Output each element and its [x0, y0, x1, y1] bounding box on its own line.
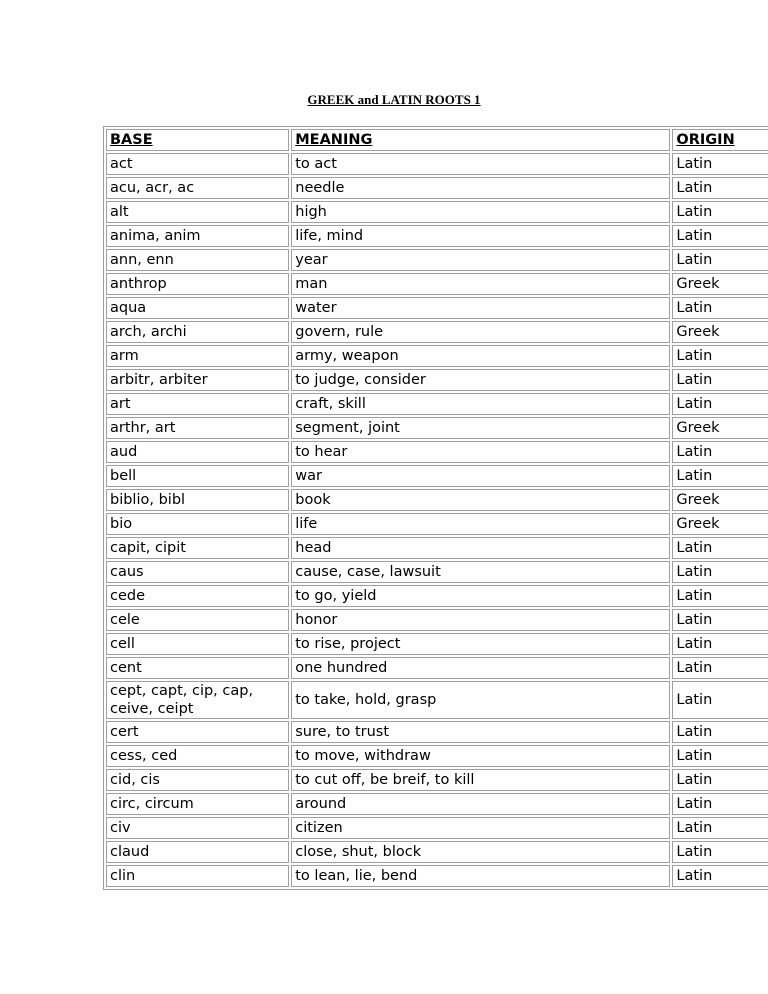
cell-base: cell [106, 633, 289, 655]
cell-base: bell [106, 465, 289, 487]
cell-meaning: to take, hold, grasp [291, 681, 670, 719]
cell-origin: Greek [672, 273, 768, 295]
cell-base: civ [106, 817, 289, 839]
table-row [106, 417, 768, 439]
table-row [106, 249, 768, 271]
cell-origin: Latin [672, 681, 768, 719]
cell-origin: Latin [672, 657, 768, 679]
cell-base: claud [106, 841, 289, 863]
cell-origin: Latin [672, 793, 768, 815]
cell-base: cert [106, 721, 289, 743]
table-row [106, 225, 768, 247]
roots-table [103, 126, 768, 890]
cell-origin: Latin [672, 249, 768, 271]
cell-origin: Latin [672, 817, 768, 839]
table-row [106, 273, 768, 295]
cell-origin: Latin [672, 201, 768, 223]
table-row [106, 369, 768, 391]
page-title: GREEK and LATIN ROOTS 1 [307, 92, 481, 107]
cell-base: arm [106, 345, 289, 367]
table-row [106, 721, 768, 743]
cell-origin: Latin [672, 841, 768, 863]
table-row [106, 537, 768, 559]
cell-base: aqua [106, 297, 289, 319]
cell-origin: Latin [672, 537, 768, 559]
table-row [106, 489, 768, 511]
cell-base: cid, cis [106, 769, 289, 791]
table-row [106, 153, 768, 175]
table-row [106, 681, 768, 719]
table-header-row [106, 129, 768, 151]
cell-meaning: head [291, 537, 670, 559]
cell-base: clin [106, 865, 289, 887]
cell-base: acu, acr, ac [106, 177, 289, 199]
header-origin: ORIGIN [672, 129, 768, 151]
cell-base: art [106, 393, 289, 415]
cell-meaning: needle [291, 177, 670, 199]
cell-origin: Latin [672, 745, 768, 767]
cell-base: biblio, bibl [106, 489, 289, 511]
table-row [106, 745, 768, 767]
table-row [106, 345, 768, 367]
cell-origin: Latin [672, 769, 768, 791]
cell-base: bio [106, 513, 289, 535]
table-row [106, 297, 768, 319]
table-row [106, 769, 768, 791]
cell-origin: Greek [672, 489, 768, 511]
cell-meaning: to act [291, 153, 670, 175]
cell-origin: Latin [672, 369, 768, 391]
table-row [106, 513, 768, 535]
table-row [106, 561, 768, 583]
cell-base: cele [106, 609, 289, 631]
cell-origin: Greek [672, 513, 768, 535]
cell-origin: Latin [672, 297, 768, 319]
cell-origin: Latin [672, 345, 768, 367]
table-row [106, 465, 768, 487]
cell-origin: Latin [672, 441, 768, 463]
table-row [106, 633, 768, 655]
cell-origin: Greek [672, 417, 768, 439]
table-row [106, 177, 768, 199]
cell-meaning: to go, yield [291, 585, 670, 607]
cell-base: caus [106, 561, 289, 583]
table-row [106, 609, 768, 631]
cell-meaning: to cut off, be breif, to kill [291, 769, 670, 791]
cell-meaning: sure, to trust [291, 721, 670, 743]
cell-meaning: govern, rule [291, 321, 670, 343]
cell-base: arch, archi [106, 321, 289, 343]
cell-origin: Latin [672, 609, 768, 631]
cell-base: arbitr, arbiter [106, 369, 289, 391]
table-row [106, 441, 768, 463]
cell-origin: Latin [672, 633, 768, 655]
cell-base: ann, enn [106, 249, 289, 271]
cell-base: anima, anim [106, 225, 289, 247]
cell-base: anthrop [106, 273, 289, 295]
cell-meaning: water [291, 297, 670, 319]
cell-base: cept, capt, cip, cap, ceive, ceipt [106, 681, 289, 719]
cell-meaning: book [291, 489, 670, 511]
cell-origin: Latin [672, 721, 768, 743]
cell-origin: Latin [672, 585, 768, 607]
cell-origin: Latin [672, 561, 768, 583]
cell-meaning: year [291, 249, 670, 271]
cell-base: arthr, art [106, 417, 289, 439]
cell-meaning: army, weapon [291, 345, 670, 367]
cell-base: alt [106, 201, 289, 223]
cell-meaning: to hear [291, 441, 670, 463]
header-base: BASE [106, 129, 289, 151]
cell-meaning: to rise, project [291, 633, 670, 655]
cell-base: capit, cipit [106, 537, 289, 559]
header-meaning: MEANING [291, 129, 670, 151]
table-row [106, 817, 768, 839]
cell-meaning: one hundred [291, 657, 670, 679]
table-row [106, 585, 768, 607]
cell-origin: Latin [672, 177, 768, 199]
cell-meaning: to move, withdraw [291, 745, 670, 767]
table-row [106, 865, 768, 887]
cell-meaning: man [291, 273, 670, 295]
cell-meaning: life, mind [291, 225, 670, 247]
cell-meaning: honor [291, 609, 670, 631]
cell-origin: Latin [672, 225, 768, 247]
cell-origin: Latin [672, 153, 768, 175]
cell-meaning: high [291, 201, 670, 223]
cell-meaning: to judge, consider [291, 369, 670, 391]
table-row [106, 393, 768, 415]
cell-meaning: citizen [291, 817, 670, 839]
table-row [106, 321, 768, 343]
table-row [106, 657, 768, 679]
table-row [106, 793, 768, 815]
cell-meaning: segment, joint [291, 417, 670, 439]
table-row [106, 841, 768, 863]
cell-base: cent [106, 657, 289, 679]
cell-base: aud [106, 441, 289, 463]
cell-origin: Greek [672, 321, 768, 343]
cell-base: act [106, 153, 289, 175]
cell-origin: Latin [672, 393, 768, 415]
cell-origin: Latin [672, 865, 768, 887]
cell-meaning: war [291, 465, 670, 487]
cell-meaning: close, shut, block [291, 841, 670, 863]
cell-meaning: around [291, 793, 670, 815]
cell-base: cess, ced [106, 745, 289, 767]
roots-table-body [106, 129, 768, 887]
cell-meaning: craft, skill [291, 393, 670, 415]
cell-origin: Latin [672, 465, 768, 487]
table-row [106, 201, 768, 223]
cell-base: cede [106, 585, 289, 607]
cell-meaning: life [291, 513, 670, 535]
cell-meaning: to lean, lie, bend [291, 865, 670, 887]
cell-base: circ, circum [106, 793, 289, 815]
cell-meaning: cause, case, lawsuit [291, 561, 670, 583]
